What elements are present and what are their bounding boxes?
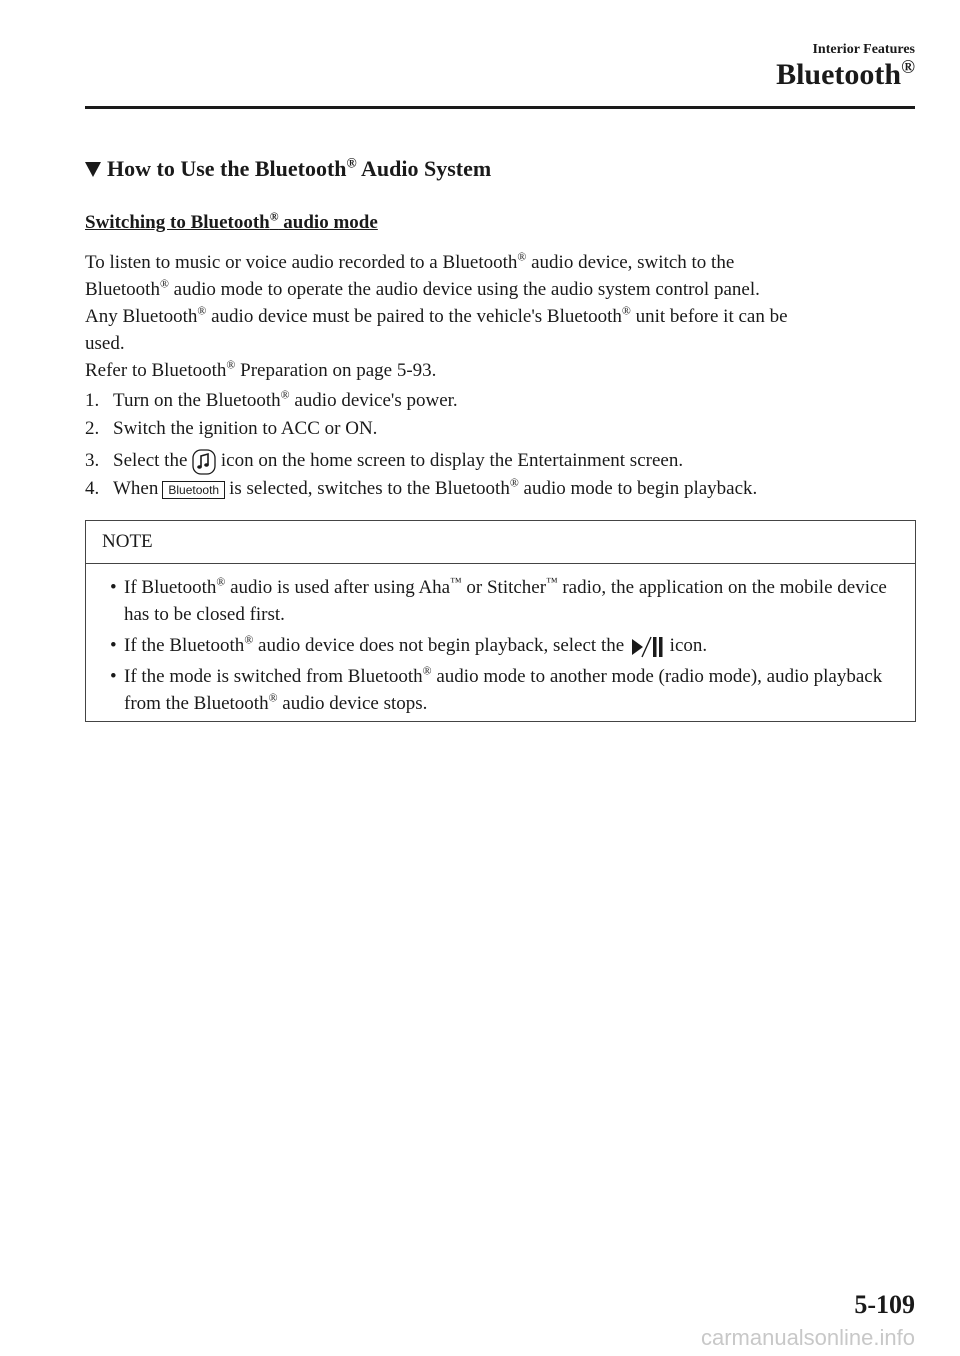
header-rule <box>85 106 915 109</box>
bluetooth-button-graphic: Bluetooth <box>162 481 225 499</box>
note-box <box>85 520 916 722</box>
intro-paragraph: To listen to music or voice audio recorded to a Bluetooth® audio device, switch to the Bluetooth® audio mode to operate the audio device using the audio system control panel. Any Bluetooth® audio device must be paired to the vehicle's Bluetooth® unit before it can be used. Refer to Bluetooth® Preparation on page 5-93. <box>85 250 788 381</box>
header-kicker: Interior Features <box>812 42 915 57</box>
note-item: • If Bluetooth® audio is used after using Aha™ or Stitcher™ radio, the application on the mobile device has to be closed first. <box>110 575 887 625</box>
steps-list <box>85 387 915 503</box>
step-2: 2. Switch the ignition to ACC or ON. <box>85 418 378 439</box>
step-1: 1. Turn on the Bluetooth® audio device's power. <box>85 388 458 411</box>
step-3: 3. Select the icon on the home screen to display the Entertainment screen. <box>85 447 915 475</box>
play-pause-icon <box>629 636 665 658</box>
header-title: Bluetooth® <box>776 57 915 91</box>
triangle-down-icon <box>85 162 101 177</box>
section-title: How to Use the Bluetooth® Audio System <box>85 156 491 182</box>
music-note-icon <box>192 449 216 475</box>
step-4: 4. When Bluetooth is selected, switches to the Bluetooth® audio mode to begin playback. <box>85 476 758 499</box>
subheading: Switching to Bluetooth® audio mode <box>85 210 378 233</box>
note-heading: NOTE <box>86 521 915 564</box>
page-number: 5-109 <box>854 1290 915 1319</box>
note-item: • If the Bluetooth® audio device does not begin playback, select the icon. <box>110 633 708 656</box>
watermark: carmanualsonline.info <box>700 1325 915 1350</box>
note-item: • If the mode is switched from Bluetooth® audio mode to another mode (radio mode), audio playback from the Bluetooth® audio device stops. <box>110 664 883 714</box>
